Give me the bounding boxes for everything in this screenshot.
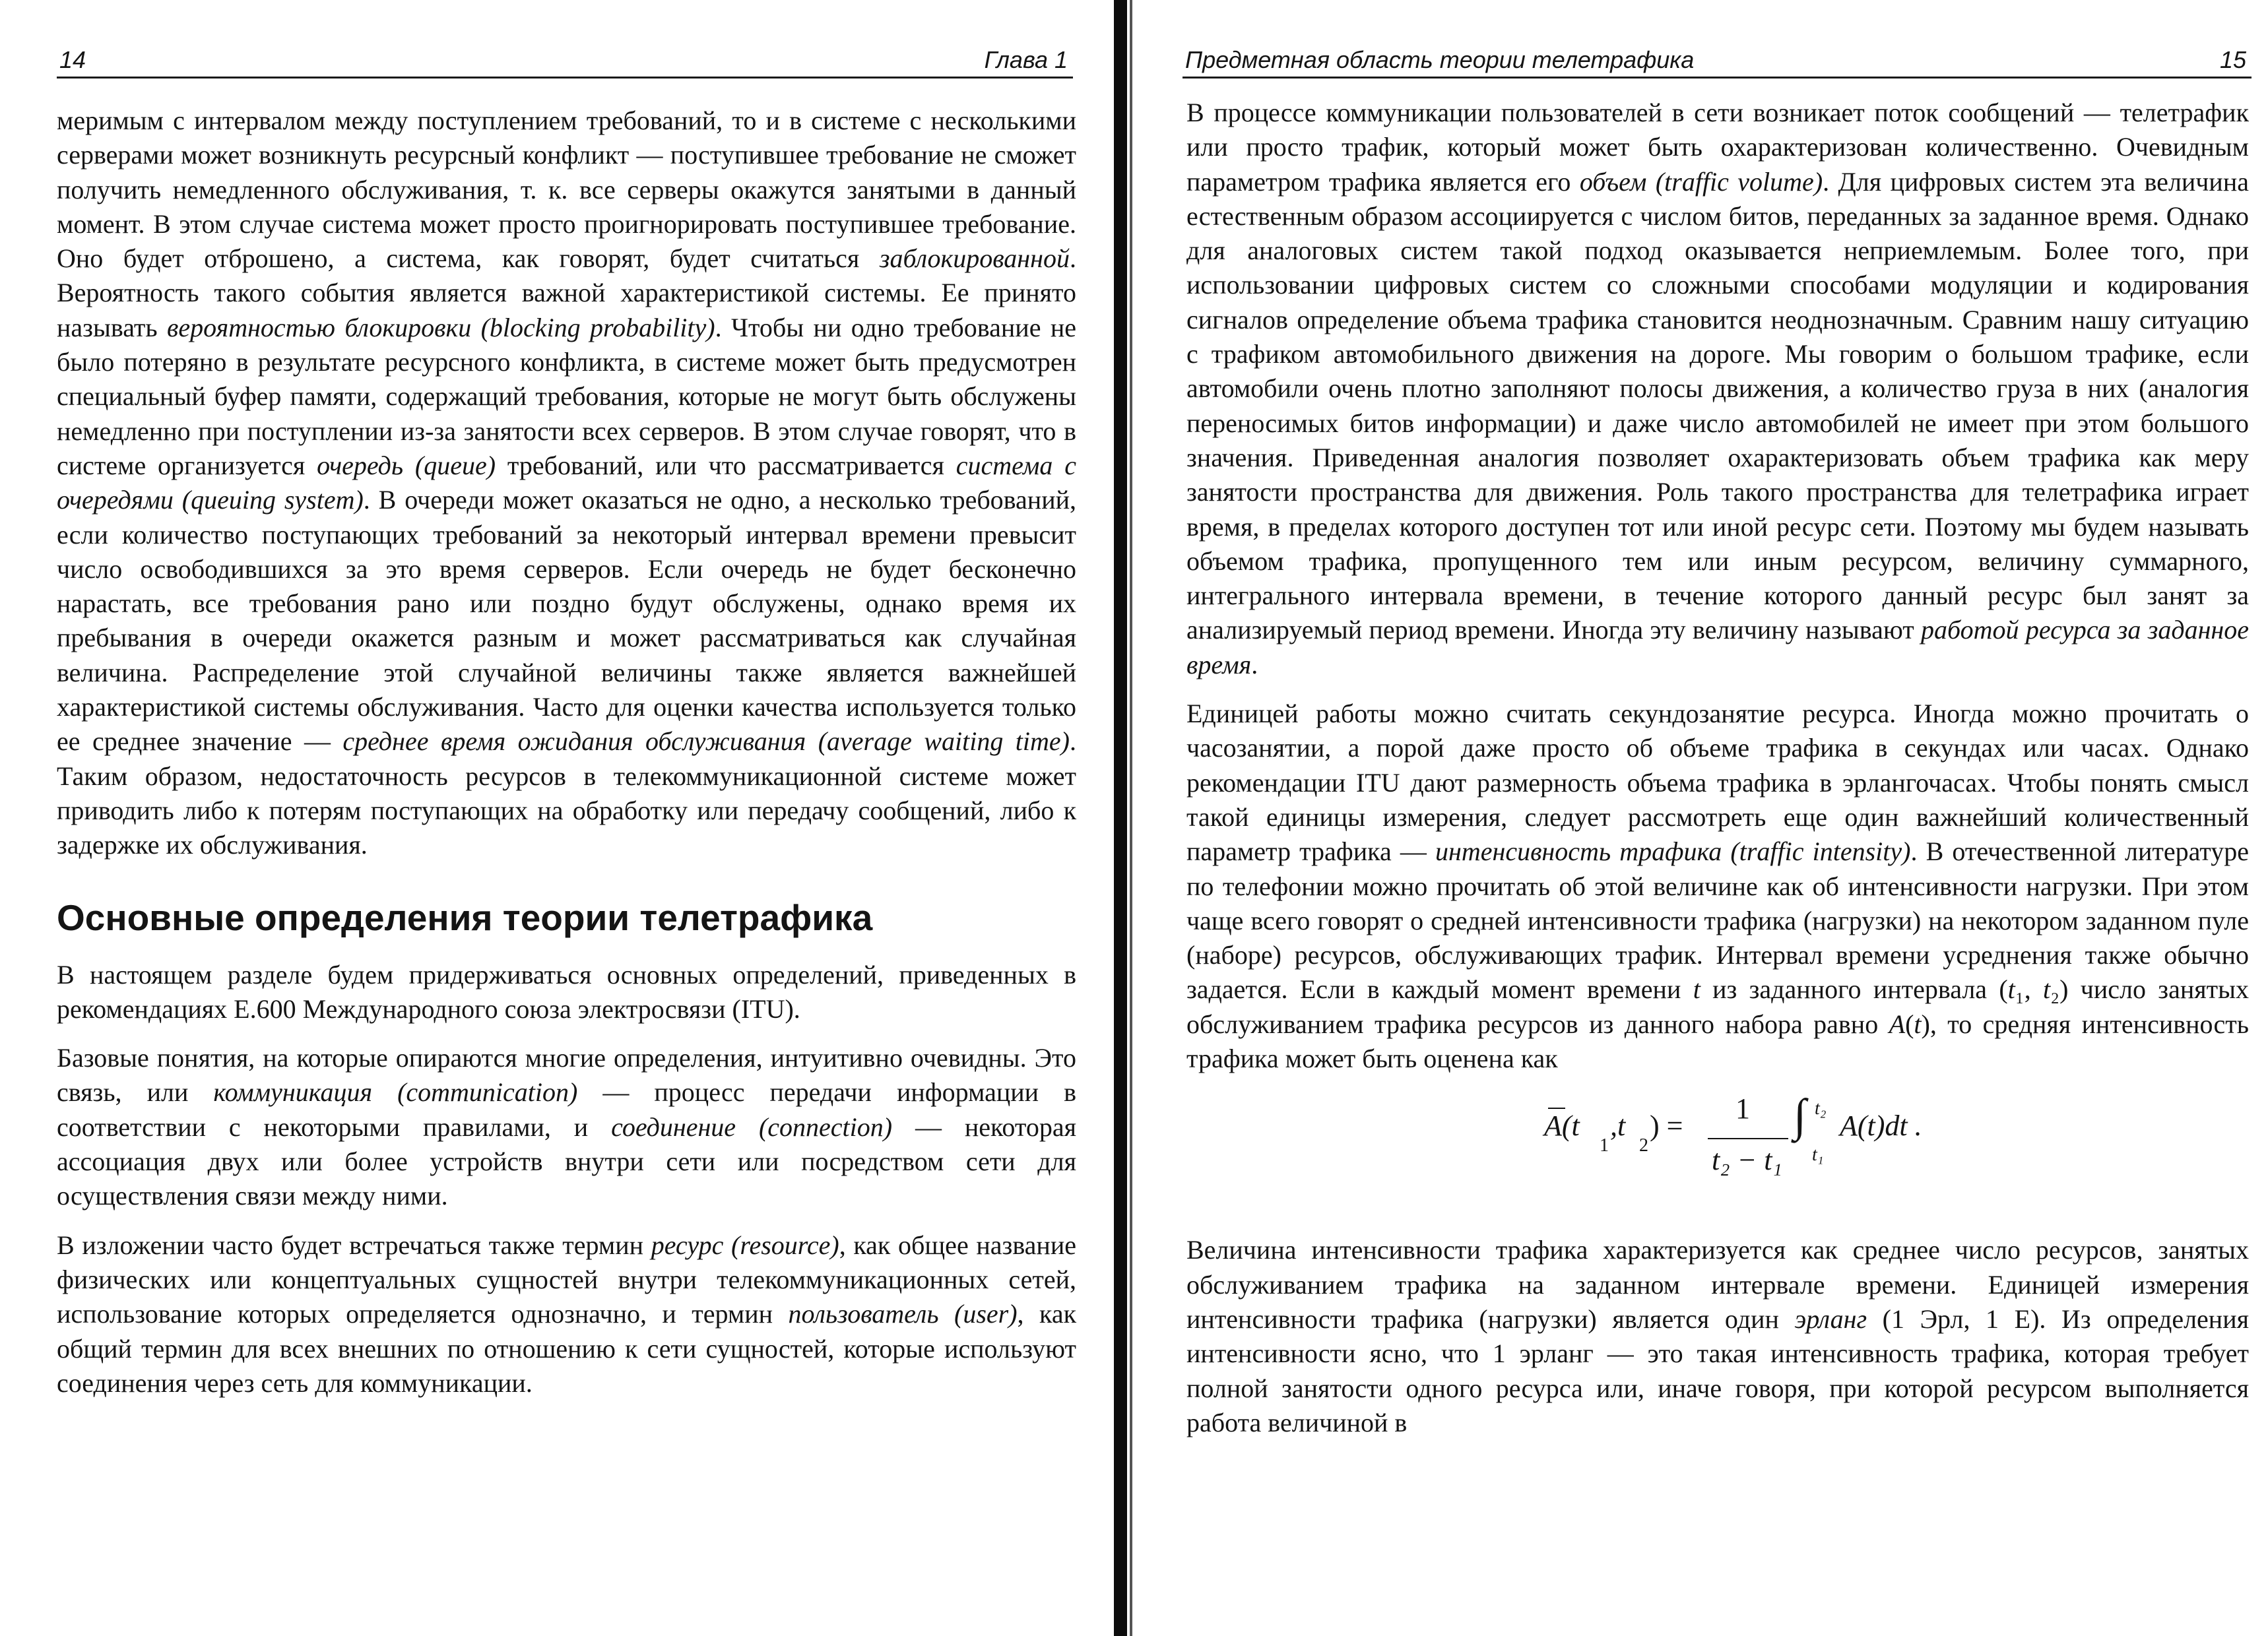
left-paragraph-3: Базовые понятия, на которые опираются многие определения, интуитивно очевидны. Это связь, или коммуникация (commиnication) — процесс передачи информации в соответствии с некоторыми правилами, и соединение (connection) — некоторая ассоциация двух или более устройств внутри сети или посредством сети для осуществления связи между ними. — [57, 1043, 1077, 1211]
right-page-number: 15 — [2219, 46, 2246, 73]
term-queuing-system: система с очередями (queuing system) — [57, 450, 1076, 515]
right-paragraph-2: Единицей работы можно считать секундозанятие ресурса. Иногда можно прочитать о часозанятии, а порой даже просто об объеме трафика в секундах или часах. Однако рекомендации ITU дают размерность объема трафика в эрлангочасах. Чтобы понять смысл такой единицы измерения, следует рассмотреть еще один важнейший количественный параметр трафика — интенсивность трафика (traffic intensity). В отечественной литературе по телефонии можно прочитать об этой величине как об интенсивности нагрузки. При этом чаще всего говорят о средней интенсивности трафика (нагрузки) на некотором заданном пуле (наборе) ресурсов, обслуживающих трафик. Интервал времени усреднения также обычно задается. Если в каждый момент времени t из заданного интервала (t₁, t₂) число занятых обслуживанием трафика ресурсов из данного набора равно A(t), то средняя интенсивность трафика может быть оценена как — [1186, 699, 2250, 1074]
term-user: пользователь (user) — [788, 1299, 1018, 1329]
section-heading: Основные определения теории телетрафика — [57, 897, 873, 938]
formula-integrand: A(t)dt . — [1840, 1110, 1922, 1143]
left-paragraph-2: В настоящем разделе будем придерживаться основных определений, приведенных в рекомендациях E.600 Международного союза электросвязи (ITU). — [57, 959, 1076, 1024]
left-chapter-title: Глава 1 — [984, 46, 1068, 73]
average-intensity-formula — [1186, 1090, 2249, 1216]
term-communication: коммуникация (commиnication) — [213, 1077, 578, 1108]
right-paragraph-3: Величина интенсивности трафика характеризуется как среднее число ресурсов, занятых обслуживанием трафика на заданном интервале времени. Единицей измерения интенсивности трафика (нагрузки) является один эрланг (1 Эрл, 1 E). Из определения интенсивности ясно, что 1 эрланг — это такая интенсивность трафика, которая требует полной занятости одного ресурса или, иначе говоря, при которой ресурсом выполняется работа величиной в — [1186, 1235, 2250, 1437]
term-traffic-volume: объем (traffic volume) — [1579, 166, 1823, 197]
book-spine-shadow — [1130, 0, 1132, 1636]
formula-upper-limit: t₂ — [1815, 1098, 1827, 1119]
term-average-waiting-time: среднее время ожидания обслуживания (average waiting time) — [342, 726, 1070, 757]
term-blocking-probability: вероятностью блокировки (blocking probability) — [167, 312, 715, 342]
left-paragraph-4: В изложении часто будет встречаться также термин ресурс (resource), как общее название физических или концептуальных сущностей внутри телекоммуникационных сетей, использование которых определяется однозначно, и термин пользователь (user), как общий термин для всех внешних по отношению к сети сущностей, которые используют соединения через сеть для коммуникации. — [57, 1230, 1077, 1398]
formula-lhs: A(t — [1544, 1110, 1580, 1143]
left-running-header — [57, 41, 1073, 79]
term-erlang: эрланг — [1794, 1304, 1867, 1334]
formula-numerator: 1 — [1735, 1092, 1750, 1125]
term-resource-work: работой ресурса за заданное время — [1186, 615, 2250, 679]
right-running-header — [1183, 41, 2252, 79]
left-text-column — [57, 104, 1076, 1415]
left-page-number: 14 — [59, 46, 86, 73]
book-spine — [1114, 0, 1127, 1636]
term-queue: очередь (queue) — [317, 450, 496, 480]
formula-lhs-end: ) = — [1650, 1110, 1683, 1143]
fraction-bar — [1708, 1138, 1788, 1139]
formula-denominator: t₂ − t₁ — [1712, 1144, 1782, 1177]
right-section-title: Предметная область теории телетрафика — [1185, 46, 1695, 73]
term-connection: соединение (connection) — [611, 1112, 893, 1142]
right-page — [1142, 0, 2268, 1636]
term-traffic-intensity: интенсивность трафика (traffic intensity) — [1435, 836, 1911, 867]
left-page — [0, 0, 1109, 1636]
term-blocked: заблокированной — [879, 243, 1070, 274]
left-paragraph-1: меримым с интервалом между поступлением требований, то и в системе с несколькими серверами может возникнуть ресурсный конфликт — поступившее требование не сможет получить немедленного обслуживания, т. к. все серверы окажутся занятыми в данный момент. В этом случае система может просто проигнорировать поступившее требование. Оно будет отброшено, а система, как говорят, будет считаться заблокированной. Вероятность такого события является важной характеристикой системы. Ее принято называть вероятностью блокировки (blocking probability). Чтобы ни одно требование не было потеряно в результате ресурсного конфликта, в системе может быть предусмотрен специальный буфер памяти, содержащий требования, которые не могут быть обслужены немедленно при поступлении из-за занятости всех серверов. В этом случае говорят, что в системе организуется очередь (queue) требований, или что рассматривается система с очередями (queuing system). В очереди может оказаться не одно, а несколько требований, если количество поступающих требований за некоторый интервал времени превысит число освободившихся за это время серверов. Если очередь не будет бесконечно нарастать, все требования рано или поздно будут обслужены, однако время их пребывания в очереди окажется разным и может рассматриваться как случайная величина. Распределение этой случайной величины также является важнейшей характеристикой системы обслуживания. Часто для оценки качества используется только ее среднее значение — среднее время ожидания обслуживания (average waiting time). Таким образом, недостаточность ресурсов в телекоммуникационной системе может приводить либо к потерям поступающих на обработку или передачу сообщений, либо к задержке их обслуживания. — [57, 106, 1077, 860]
right-text-column — [1186, 96, 2249, 1455]
integral-sign: ∫ — [1794, 1090, 1807, 1142]
formula-lower-limit: t₁ — [1812, 1145, 1824, 1166]
formula-lhs-sub2: 2 — [1639, 1135, 1648, 1156]
formula-lhs-mid: ,t — [1610, 1110, 1626, 1143]
formula-lhs-sub1: 1 — [1600, 1135, 1609, 1156]
right-paragraph-1: В процессе коммуникации пользователей в сети возникает поток сообщений — телетрафик или просто трафик, который может быть охарактеризован количественно. Очевидным параметром трафика является его объем (traffic volume). Для цифровых систем эта величина естественным образом ассоциируется с числом битов, переданных за заданное время. Однако для аналоговых систем такой подход оказывается неприемлемым. Более того, при использовании цифровых систем со сложными способами модуляции и кодирования сигналов определение объема трафика становится неоднозначным. Сравним нашу ситуацию с трафиком автомобильного движения на дороге. Мы говорим о большом трафике, если автомобили очень плотно заполняют полосы движения, а количество груза в них (аналогия переносимых битов информации) и даже число автомобилей не имеет при этом большого значения. Приведенная аналогия позволяет охарактеризовать объем трафика как меру занятости пространства для движения. Роль такого пространства для телетрафика играет время, в пределах которого доступен тот или иной ресурс сети. Поэтому мы будем называть объемом трафика, пропущенного тем или иным ресурсом, величину суммарного, интегрального интервала времени, в течение которого данный ресурс был занят за анализируемый период времени. Иногда эту величину называют работой ресурса за заданное время. — [1186, 98, 2250, 679]
term-resource: ресурс (resource) — [651, 1230, 839, 1260]
